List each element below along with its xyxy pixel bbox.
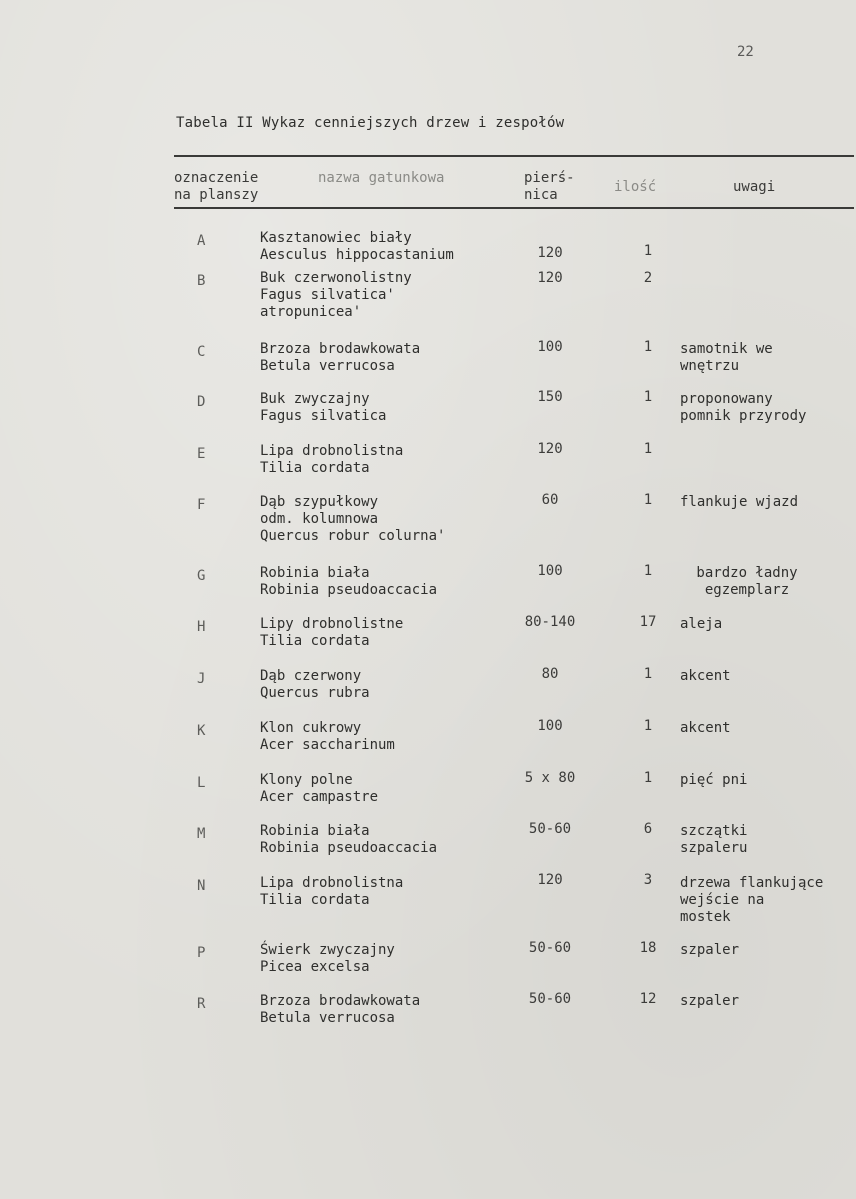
cell-age: 60 (541, 492, 559, 508)
cell-species-name-line: atropunicea' (260, 304, 362, 320)
cell-quantity: 1 (643, 389, 653, 405)
header-name-line-1: nazwa gatunkowa (318, 170, 445, 186)
cell-code: A (197, 233, 206, 249)
cell-quantity: 6 (643, 821, 653, 837)
cell-code: M (197, 826, 206, 842)
cell-quantity: 2 (643, 270, 653, 286)
cell-species-name-line: Lipy drobnolistne (260, 616, 404, 632)
header-age-line-1: pierś- (524, 170, 575, 186)
cell-code: G (197, 568, 206, 584)
cell-age: 120 (537, 245, 563, 261)
cell-species-name-line: Robinia biała (260, 565, 370, 581)
cell-species-name-line: Tilia cordata (260, 460, 370, 476)
header-notes (733, 179, 775, 196)
cell-age: 50-60 (528, 940, 572, 956)
cell-species-name (260, 720, 395, 754)
table-top-rule (174, 155, 854, 157)
cell-age: 50-60 (528, 991, 572, 1007)
cell-age: 120 (537, 872, 563, 888)
table-title: Tabela II Wykaz cenniejszych drzew i zespołów (176, 115, 565, 131)
cell-species-name-line: Acer saccharinum (260, 737, 395, 753)
cell-species-name-line: Tilia cordata (260, 633, 370, 649)
header-code (174, 170, 258, 204)
cell-notes-line: flankuje wjazd (680, 494, 799, 510)
cell-age: 80-140 (524, 614, 576, 630)
cell-species-name-line: Brzoza brodawkowata (260, 341, 421, 357)
cell-notes-line: szczątki (680, 823, 748, 839)
cell-species-name (260, 565, 437, 599)
table-header-rule (174, 207, 854, 209)
header-qty (614, 179, 656, 196)
cell-quantity: 3 (643, 872, 653, 888)
cell-species-name-line: Buk czerwonolistny (260, 270, 412, 286)
cell-notes (680, 993, 739, 1010)
cell-code: C (197, 344, 206, 360)
cell-notes-line: samotnik we (680, 341, 773, 357)
cell-quantity: 18 (639, 940, 657, 956)
cell-species-name-line: Robinia pseudoaccacia (260, 840, 438, 856)
cell-code: B (197, 273, 206, 289)
cell-species-name-line: Betula verrucosa (260, 1010, 395, 1026)
cell-code: J (197, 671, 206, 687)
cell-notes-line: akcent (680, 720, 731, 736)
cell-code: N (197, 878, 206, 894)
cell-species-name (260, 270, 412, 321)
cell-notes (680, 772, 747, 789)
cell-species-name-line: Fagus silvatica' (260, 287, 395, 303)
cell-species-name (260, 823, 437, 857)
cell-notes-line: szpaler (680, 993, 740, 1009)
cell-species-name-line: Fagus silvatica (260, 408, 387, 424)
cell-species-name-line: Picea excelsa (260, 959, 370, 975)
cell-notes-line: egzemplarz (704, 582, 790, 598)
cell-quantity: 1 (643, 770, 653, 786)
cell-species-name (260, 668, 370, 702)
header-code-line-2: na planszy (174, 187, 259, 203)
cell-code: P (197, 945, 206, 961)
cell-species-name-line: Betula verrucosa (260, 358, 395, 374)
cell-species-name (260, 391, 386, 425)
cell-age: 100 (537, 718, 563, 734)
cell-quantity: 1 (643, 666, 653, 682)
cell-species-name-line: Lipa drobnolistna (260, 443, 404, 459)
cell-notes-line: pomnik przyrody (680, 408, 807, 424)
cell-age: 150 (537, 389, 563, 405)
cell-notes-line: mostek (680, 909, 731, 925)
cell-species-name-line: Robinia biała (260, 823, 370, 839)
cell-code: R (197, 996, 206, 1012)
cell-species-name-line: Lipa drobnolistna (260, 875, 404, 891)
cell-notes (680, 875, 823, 926)
cell-code: K (197, 723, 206, 739)
cell-species-name-line: Buk zwyczajny (260, 391, 370, 407)
cell-quantity: 1 (643, 441, 653, 457)
cell-code: F (197, 497, 206, 513)
header-code-line-1: oznaczenie (174, 170, 259, 186)
cell-notes-line: wnętrzu (680, 358, 740, 374)
cell-notes (680, 720, 731, 737)
cell-species-name-line: Dąb szypułkowy (260, 494, 379, 510)
cell-species-name (260, 494, 445, 545)
cell-notes-line: szpaler (680, 942, 740, 958)
cell-species-name-line: Kasztanowiec biały (260, 230, 412, 246)
cell-species-name (260, 616, 403, 650)
cell-species-name (260, 942, 395, 976)
cell-age: 100 (537, 339, 563, 355)
cell-notes-line: proponowany (680, 391, 773, 407)
cell-notes-line: akcent (680, 668, 731, 684)
cell-quantity: 17 (639, 614, 657, 630)
cell-notes (680, 668, 731, 685)
cell-species-name (260, 341, 420, 375)
cell-quantity: 1 (643, 492, 653, 508)
cell-quantity: 1 (643, 718, 653, 734)
cell-species-name-line: Acer campastre (260, 789, 379, 805)
cell-species-name-line: odm. kolumnowa (260, 511, 379, 527)
cell-species-name-line: Aesculus hippocastanium (260, 247, 454, 263)
cell-notes-line: bardzo ładny (696, 565, 798, 581)
cell-notes (680, 616, 722, 633)
cell-species-name (260, 772, 378, 806)
cell-notes (672, 565, 822, 599)
cell-species-name-line: Tilia cordata (260, 892, 370, 908)
cell-quantity: 1 (643, 243, 653, 259)
cell-species-name (260, 875, 403, 909)
cell-species-name-line: Robinia pseudoaccacia (260, 582, 438, 598)
cell-quantity: 1 (643, 563, 653, 579)
header-qty-line-1: ilość (614, 179, 657, 195)
cell-notes (680, 341, 773, 375)
cell-notes-line: drzewa flankujące (680, 875, 824, 891)
cell-age: 100 (537, 563, 563, 579)
cell-code: L (197, 775, 206, 791)
header-notes-line-1: uwagi (733, 179, 776, 195)
cell-species-name (260, 443, 403, 477)
page-number: 22 (737, 44, 754, 60)
cell-code: D (197, 394, 206, 410)
cell-age: 120 (537, 270, 563, 286)
cell-species-name-line: Brzoza brodawkowata (260, 993, 421, 1009)
cell-notes-line: szpaleru (680, 840, 748, 856)
header-age-line-2: nica (524, 187, 558, 203)
cell-notes (680, 823, 747, 857)
header-name (318, 170, 444, 187)
cell-notes (680, 942, 739, 959)
cell-notes (680, 494, 798, 511)
header-age (524, 170, 575, 204)
cell-code: H (197, 619, 206, 635)
cell-species-name (260, 230, 454, 264)
cell-notes-line: pięć pni (680, 772, 748, 788)
cell-species-name-line: Klon cukrowy (260, 720, 362, 736)
cell-species-name-line: Klony polne (260, 772, 353, 788)
cell-species-name-line: Świerk zwyczajny (260, 942, 395, 958)
cell-notes-line: aleja (680, 616, 723, 632)
cell-age: 5 x 80 (524, 770, 576, 786)
cell-age: 120 (537, 441, 563, 457)
cell-age: 80 (541, 666, 559, 682)
cell-notes (680, 391, 806, 425)
cell-quantity: 1 (643, 339, 653, 355)
cell-species-name-line: Quercus rubra (260, 685, 370, 701)
cell-species-name-line: Quercus robur colurna' (260, 528, 446, 544)
cell-species-name (260, 993, 420, 1027)
cell-species-name-line: Dąb czerwony (260, 668, 362, 684)
cell-age: 50-60 (528, 821, 572, 837)
cell-notes-line: wejście na (680, 892, 765, 908)
cell-quantity: 12 (639, 991, 657, 1007)
cell-code: E (197, 446, 206, 462)
